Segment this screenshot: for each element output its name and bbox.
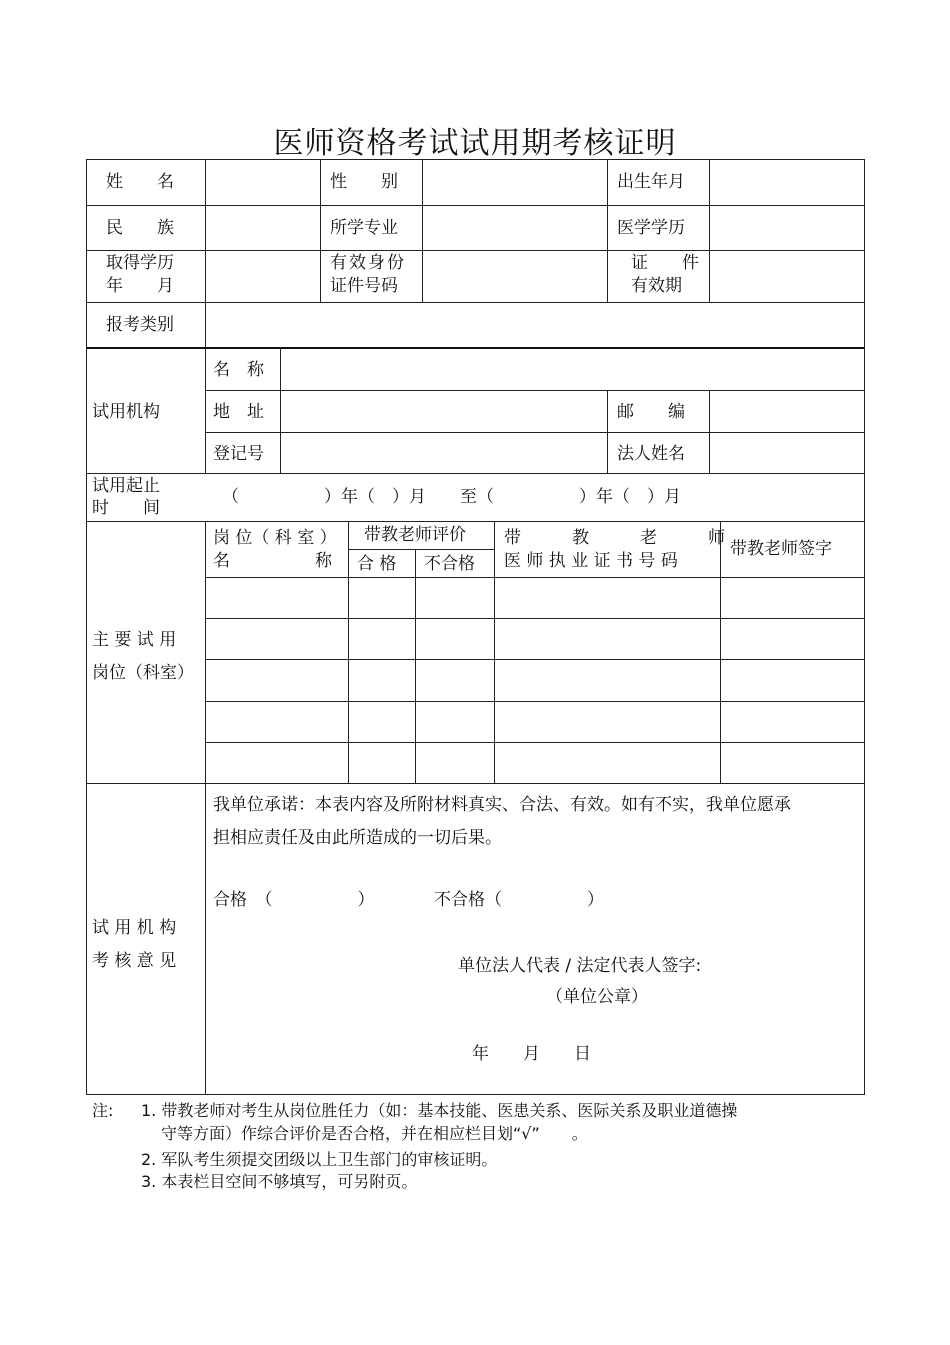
- medical-education-label: 医学学历: [617, 218, 685, 238]
- table-line: [205, 159, 206, 473]
- ethnicity-label: 民 族: [106, 218, 174, 238]
- table-line: [280, 347, 281, 473]
- post-name-header: 岗 位（ 科 室 ）: [213, 528, 337, 548]
- note-item: 3. 本表栏目空间不够填写，可另附页。: [141, 1172, 418, 1191]
- promise-text: 担相应责任及由此所造成的一切后果。: [213, 828, 502, 848]
- table-line: [494, 521, 495, 783]
- table-line: [348, 521, 349, 783]
- birth-date-label: 出生年月: [617, 172, 685, 192]
- notes-label: 注:: [92, 1101, 114, 1120]
- note-item: 1. 带教老师对考生从岗位胜任力（如：基本技能、医患关系、医际关系及职业道德操: [141, 1101, 738, 1120]
- post-name-header: 名 称: [213, 551, 332, 571]
- date-label: 年 月 日: [472, 1044, 591, 1064]
- table-line: [864, 159, 865, 1094]
- table-line: [205, 432, 865, 433]
- legal-rep-signature-label: 单位法人代表 / 法定代表人签字:: [458, 956, 702, 976]
- name-label: 姓 名: [106, 172, 174, 192]
- note-item: 守等方面）作综合评价是否合格，并在相应栏目划“√” 。: [161, 1124, 588, 1143]
- fail-option: 不合格（ ）: [434, 890, 604, 910]
- table-line: [86, 473, 865, 474]
- table-line: [86, 1094, 865, 1095]
- table-line: [86, 521, 865, 522]
- assessment-opinion-label: 考 核 意 见: [92, 951, 177, 971]
- major-label: 所学专业: [330, 218, 398, 238]
- table-line: [86, 302, 865, 303]
- trial-period-range: （ ）年（ ）月 至（ ）年（ ）月: [222, 487, 681, 507]
- table-line: [709, 390, 710, 473]
- pass-option: 合格 （ ）: [213, 890, 375, 910]
- table-line: [86, 347, 865, 349]
- institution-name-label: 名 称: [213, 360, 264, 380]
- trial-period-label: 时 间: [92, 498, 160, 518]
- table-line: [205, 618, 865, 619]
- id-number-label: 有效身份: [330, 253, 406, 273]
- gender-label: 性 别: [330, 172, 398, 192]
- exam-category-label: 报考类别: [106, 315, 174, 335]
- main-posts-label: 岗位（科室）: [92, 663, 194, 683]
- id-validity-label: 证 件: [631, 253, 699, 273]
- table-line: [205, 577, 865, 578]
- legal-person-label: 法人姓名: [617, 444, 685, 464]
- table-line: [320, 159, 321, 302]
- degree-date-label: 取得学历: [106, 253, 174, 273]
- pass-header: 合 格: [357, 554, 397, 574]
- table-line: [205, 742, 865, 743]
- postcode-label: 邮 编: [617, 402, 685, 422]
- table-line: [205, 390, 865, 391]
- table-line: [607, 159, 608, 302]
- page-title: 医师资格考试试用期考核证明: [273, 126, 677, 161]
- fail-header: 不合格: [424, 554, 475, 574]
- table-line: [205, 701, 865, 702]
- teacher-license-header: 医 师 执 业 证 书 号 码: [504, 551, 678, 571]
- trial-institution-label: 试用机构: [92, 402, 160, 422]
- table-line: [86, 159, 865, 160]
- promise-text: 我单位承诺：本表内容及所附材料真实、合法、有效。如有不实，我单位愿承: [213, 795, 791, 815]
- table-line: [720, 521, 721, 783]
- unit-seal-label: （单位公章）: [546, 987, 648, 1007]
- table-line: [205, 521, 206, 1094]
- teacher-license-header: 带 教 老 师: [504, 528, 725, 548]
- table-line: [348, 549, 494, 550]
- main-posts-label: 主 要 试 用: [92, 630, 177, 650]
- note-item: 2. 军队考生须提交团级以上卫生部门的审核证明。: [141, 1150, 498, 1169]
- table-line: [86, 250, 865, 251]
- table-line: [422, 159, 423, 302]
- id-validity-label: 有效期: [631, 276, 682, 296]
- table-line: [86, 159, 87, 1094]
- table-line: [86, 205, 865, 206]
- teacher-signature-header: 带教老师签字: [730, 539, 832, 559]
- table-line: [709, 159, 710, 302]
- teacher-evaluation-header: 带教老师评价: [364, 525, 466, 545]
- table-line: [415, 549, 416, 783]
- table-line: [607, 390, 608, 473]
- table-line: [86, 783, 865, 784]
- degree-date-label: 年 月: [106, 276, 174, 296]
- assessment-opinion-label: 试 用 机 构: [92, 918, 177, 938]
- institution-address-label: 地 址: [213, 402, 264, 422]
- table-line: [205, 659, 865, 660]
- trial-period-label: 试用起止: [92, 476, 160, 496]
- id-number-label: 证件号码: [330, 276, 398, 296]
- registration-number-label: 登记号: [213, 444, 264, 464]
